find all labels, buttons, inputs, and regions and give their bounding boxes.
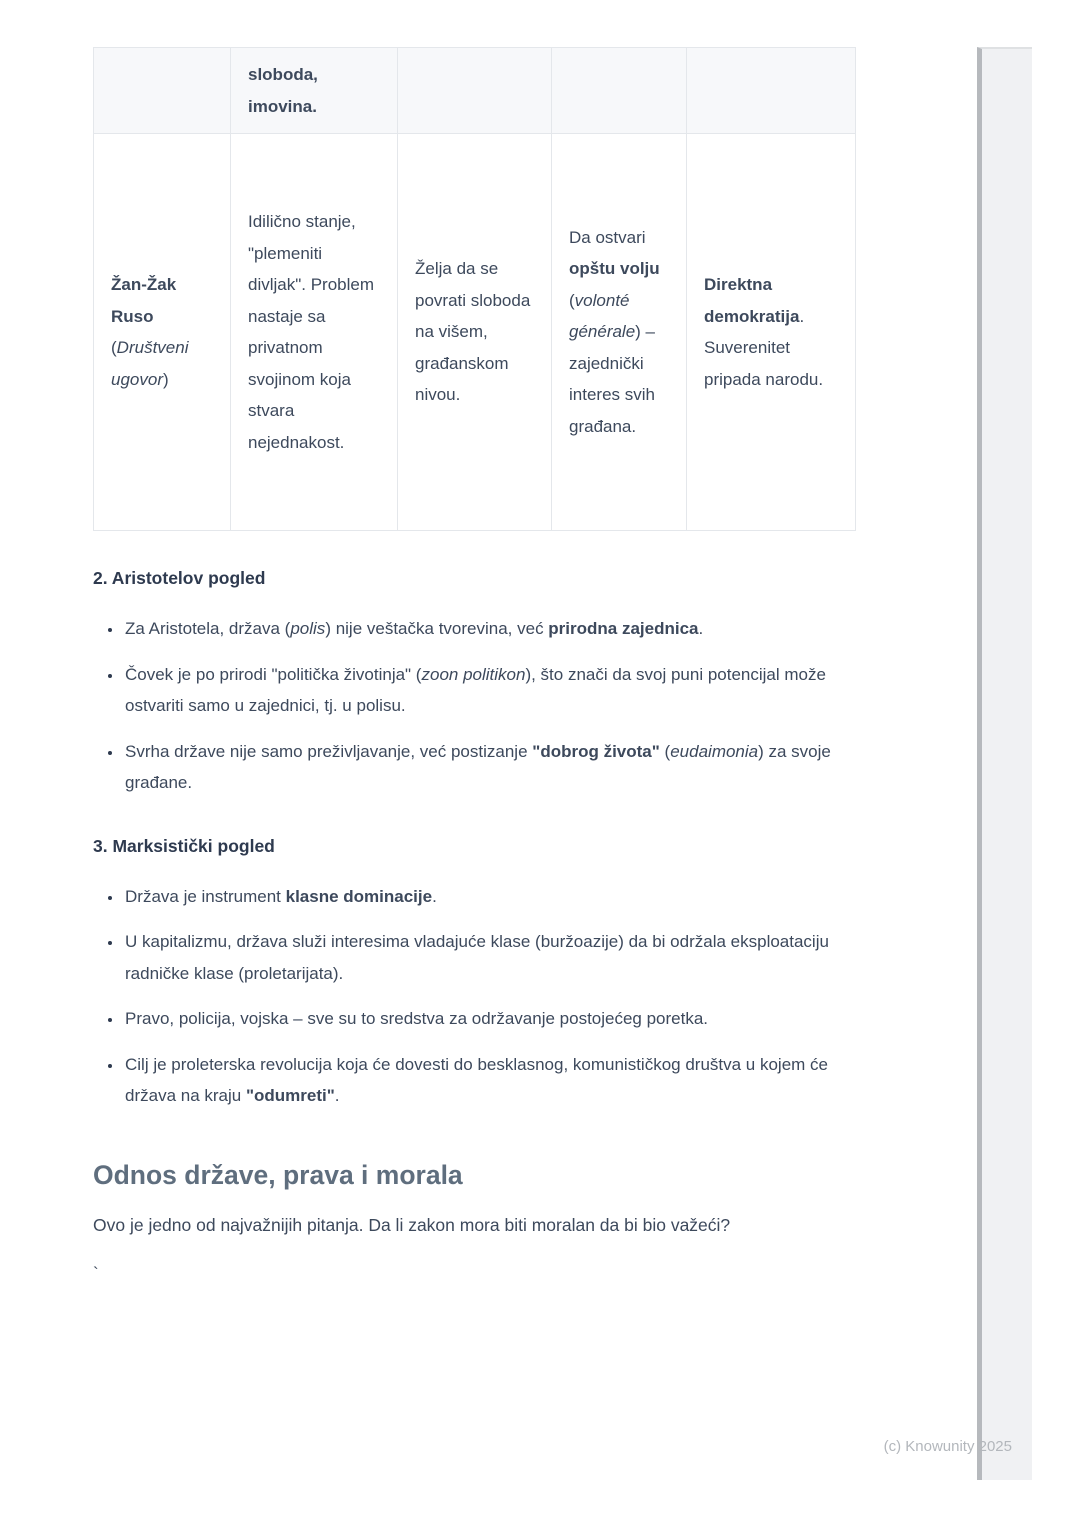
- table-cell: [94, 48, 231, 134]
- bullet-list-aristotle: [93, 613, 855, 799]
- stray-backtick: `: [93, 1264, 99, 1283]
- chapter-heading: Odnos države, prava i morala: [93, 1159, 463, 1190]
- section-heading-marxist: 3. Marksistički pogled: [93, 835, 275, 856]
- table-cell: [552, 48, 687, 134]
- document-content: [93, 47, 855, 1285]
- list-item: • Za Aristotela, država (polis) nije veštačka tvorevina, već prirodna zajednica.: [123, 613, 855, 645]
- list-item: • Država je instrument klasne dominacije.: [123, 881, 855, 913]
- table-cell-philosopher: Žan-Žak Ruso (Društveni ugovor): [94, 134, 231, 531]
- copyright-watermark: (c) Knowunity 2025: [883, 1438, 1012, 1455]
- intro-paragraph: Ovo je jedno od najvažnijih pitanja. Da li zakon mora biti moralan da bi bio važeći?: [93, 1214, 731, 1235]
- philosophers-comparison-table: [93, 47, 856, 531]
- list-item: • Svrha države nije samo preživljavanje, već postizanje "dobrog života" (eudaimonia) za svoje građane.: [123, 736, 855, 799]
- table-cell: [398, 48, 552, 134]
- table-cell-natural-state: Idilično stanje, "plemeniti divljak". Problem nastaje sa privatnom svojinom koja stvara nejednakost.: [231, 134, 398, 531]
- list-item: • Cilj je proleterska revolucija koja će dovesti do besklasnog, komunističkog društva u kojem će država na kraju "odumreti".: [123, 1049, 855, 1112]
- table-cell-goal: Da ostvari opštu volju (volonté générale) – zajednički interes svih građana.: [552, 134, 687, 531]
- table-cell-motive: Želja da se povrati sloboda na višem, građanskom nivou.: [398, 134, 552, 531]
- table-row-clipped: [94, 48, 856, 134]
- list-item: • Pravo, policija, vojska – sve su to sredstva za održavanje postojećeg poretka.: [123, 1003, 855, 1035]
- table-cell-government: Direktna demokratija. Suverenitet pripada narodu.: [687, 134, 856, 531]
- bullet-list-marxist: [93, 881, 855, 1112]
- table-row-rousseau: [94, 134, 856, 531]
- table-cell: [687, 48, 856, 134]
- list-item: • U kapitalizmu, država služi interesima vladajuće klase (buržoazije) da bi održala eksploataciju radničke klase (proletarijata).: [123, 926, 855, 989]
- scrollbar-track[interactable]: [977, 47, 1032, 1480]
- section-heading-aristotle: 2. Aristotelov pogled: [93, 568, 266, 588]
- list-item: • Čovek je po prirodi "politička životinja" (zoon politikon), što znači da svoj puni potencijal može ostvariti samo u zajednici, tj. u polisu.: [123, 659, 855, 722]
- table-cell: sloboda, imovina.: [231, 48, 398, 134]
